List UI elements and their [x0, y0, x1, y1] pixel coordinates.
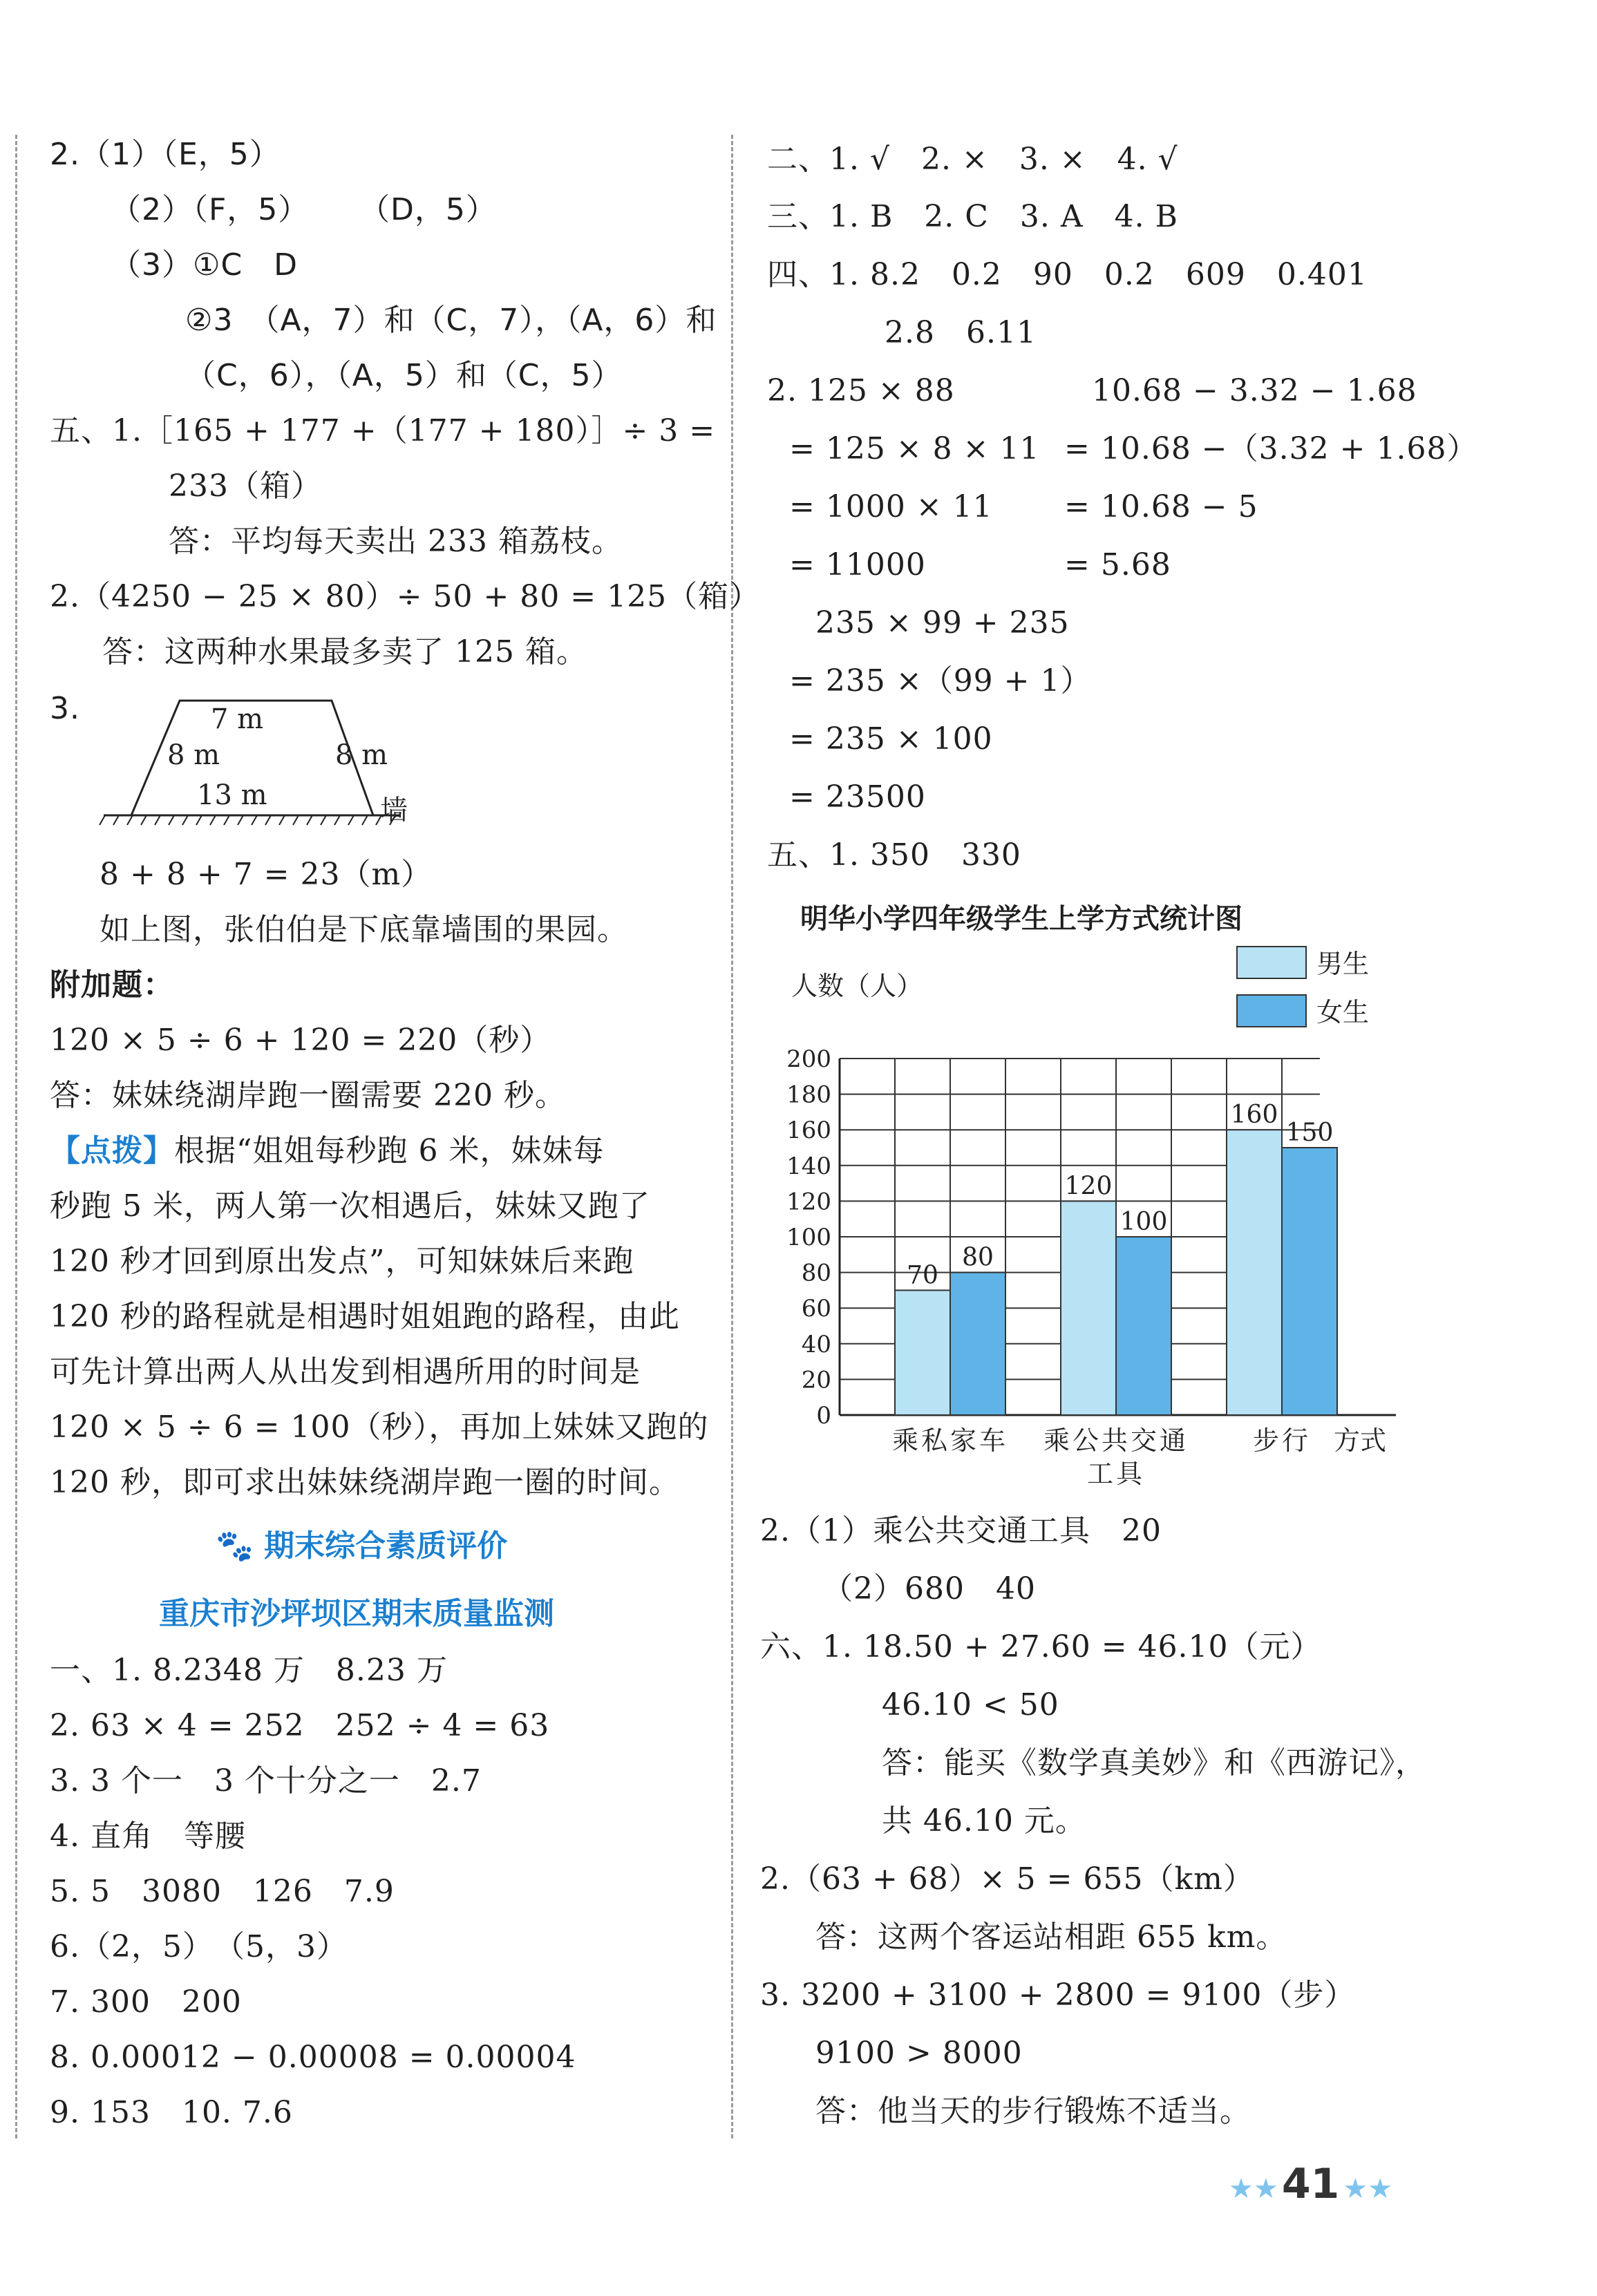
right-r3b: 2.8 6.11	[885, 315, 1037, 350]
left-q2-3c: （C，6），（A，5）和（C，5）	[185, 358, 623, 393]
trap-wall-label: 墙	[380, 795, 408, 826]
star-icon: ★	[1253, 2173, 1278, 2205]
hint-line-3: 120 秒才回到原出发点”，可知妹妹后来跑	[50, 1244, 634, 1279]
bar-data-label: 80	[962, 1243, 994, 1272]
y-tick-label: 80	[801, 1259, 831, 1287]
star-icon: ★	[1343, 2173, 1368, 2205]
calc2-line-2: = 10.68 −（3.32 + 1.68）	[1064, 431, 1478, 466]
left-s5-3b: 如上图，张伯伯是下底靠墙围的果园。	[100, 912, 628, 947]
bar-girls	[1282, 1148, 1337, 1415]
bar-data-label: 120	[1064, 1172, 1113, 1201]
trapezoid-diagram	[97, 691, 456, 850]
calc1-line-3: = 1000 × 11	[789, 489, 993, 524]
hint-line-7: 120 秒，即可求出妹妹绕湖岸跑一圈的时间。	[50, 1465, 680, 1500]
calc3-line-3: = 235 × 100	[789, 721, 993, 757]
hint-text-1: 根据“姐姐每秒跑 6 米，妹妹每	[174, 1133, 605, 1168]
extra-title: 附加题：	[50, 967, 174, 1003]
left-q2-2b: （D，5）	[359, 192, 497, 227]
legend-label-boys: 男生	[1316, 949, 1370, 979]
extra-1: 120 × 5 ÷ 6 + 120 = 220（秒）	[50, 1023, 551, 1058]
calc3-line-1: 235 × 99 + 235	[815, 605, 1070, 641]
bar-data-label: 100	[1119, 1208, 1168, 1236]
calc2-line-4: = 5.68	[1064, 547, 1171, 582]
extra-2: 答：妹妹绕湖岸跑一圈需要 220 秒。	[50, 1078, 566, 1113]
left-s5-3a: 8 + 8 + 7 = 23（m）	[100, 857, 433, 892]
column-divider	[731, 135, 733, 2138]
right-q6-3a: 3. 3200 + 3100 + 2800 = 9100（步）	[760, 1977, 1356, 2013]
left-s5-1c: 答：平均每天卖出 233 箱荔枝。	[169, 524, 623, 559]
legend-swatch-boys	[1237, 947, 1306, 978]
calc2-line-1: 10.68 − 3.32 − 1.68	[1092, 373, 1417, 408]
right-r1: 二、1. √ 2. × 3. × 4. √	[767, 142, 1178, 177]
right-q6-2a: 2.（63 + 68）× 5 = 655（km）	[760, 1861, 1254, 1897]
bar-boys	[1227, 1130, 1282, 1415]
chart-title: 明华小学四年级学生上学方式统计图	[800, 903, 1242, 935]
right-r3a: 四、1. 8.2 0.2 90 0.2 609 0.401	[767, 257, 1368, 292]
x-axis-label: 方式	[1334, 1425, 1387, 1456]
hint-line-4: 120 秒的路程就是相遇时姐姐跑的路程，由此	[50, 1299, 680, 1334]
left-s5-2a: 2.（4250 − 25 × 80）÷ 50 + 80 = 125（箱）	[50, 579, 761, 614]
left-s5-1a: 五、1.［165 + 177 +（177 + 180）］÷ 3 =	[50, 413, 716, 448]
left-margin-line	[15, 135, 17, 2138]
answer-5: 5. 5 3080 126 7.9	[50, 1874, 395, 1909]
answer-3: 3. 3 个一 3 个十分之一 2.7	[50, 1763, 482, 1799]
right-q6-1d: 共 46.10 元。	[882, 1803, 1086, 1839]
paw-icon: 🐾	[216, 1528, 265, 1564]
sub-title: 重庆市沙坪坝区期末质量监测	[159, 1596, 554, 1631]
right-q6-3b: 9100 > 8000	[815, 2036, 1023, 2071]
bar-boys	[895, 1290, 950, 1415]
bar-boys	[1061, 1201, 1116, 1415]
trap-left-label: 8 m	[167, 739, 220, 771]
answer-7: 7. 300 200	[50, 1984, 242, 2020]
hint-label: 【点拨】	[50, 1133, 174, 1168]
calc1-line-2: = 125 × 8 × 11	[789, 431, 1040, 466]
x-category-label-line2: 工具	[1086, 1459, 1146, 1489]
right-q6-1a: 六、1. 18.50 + 27.60 = 46.10（元）	[760, 1629, 1322, 1664]
calc2-line-3: = 10.68 − 5	[1064, 489, 1258, 524]
right-q6-2b: 答：这两个客运站相距 655 km。	[815, 1919, 1287, 1955]
star-icon: ★	[1368, 2173, 1393, 2205]
x-category-label: 乘私家车	[891, 1425, 1009, 1456]
y-tick-label: 140	[786, 1152, 831, 1180]
left-q2-1: 2.（1）（E，5）	[50, 137, 281, 172]
answer-6: 6.（2，5） （5，3）	[50, 1929, 348, 1964]
y-tick-label: 0	[816, 1402, 831, 1430]
left-q2-3: （3）①C D	[111, 247, 299, 283]
page-number-group	[1229, 2160, 1392, 2208]
answer-2: 2. 63 × 4 = 252 252 ÷ 4 = 63	[50, 1708, 550, 1743]
right-r2: 三、1. B 2. C 3. A 4. B	[767, 199, 1178, 234]
right-q6-1b: 46.10 < 50	[882, 1687, 1059, 1723]
right-q2a: 2.（1）乘公共交通工具 20	[760, 1513, 1162, 1548]
bar-data-label: 160	[1230, 1101, 1278, 1130]
hint-line-1	[50, 1133, 604, 1169]
calc1-line-1: 2. 125 × 88	[767, 373, 955, 408]
answer-1: 一、1. 8.2348 万 8.23 万	[50, 1653, 448, 1688]
answer-8: 8. 0.00012 − 0.00008 = 0.00004	[50, 2040, 576, 2075]
bar-data-label: 150	[1285, 1119, 1334, 1147]
left-q2-2a: （2）（F，5）	[111, 192, 310, 227]
page-number: 41	[1281, 2160, 1340, 2208]
bar-chart	[767, 926, 1403, 1492]
left-s5-1b: 233（箱）	[169, 468, 322, 504]
calc1-line-4: = 11000	[789, 547, 926, 582]
y-tick-label: 60	[801, 1295, 831, 1323]
hint-line-5: 可先计算出两人从出发到相遇所用的时间是	[50, 1354, 641, 1389]
right-q6-1c: 答：能买《数学真美妙》和《西游记》，	[882, 1745, 1426, 1781]
hint-line-6: 120 × 5 ÷ 6 = 100（秒），再加上妹妹又跑的	[50, 1410, 709, 1445]
bar-girls	[950, 1273, 1005, 1415]
right-r5-1: 五、1. 350 330	[767, 837, 1021, 873]
right-q2b: （2）680 40	[822, 1571, 1036, 1606]
calc3-line-2: = 235 ×（99 + 1）	[789, 663, 1092, 699]
left-s5-2b: 答：这两种水果最多卖了 125 箱。	[102, 634, 587, 670]
left-s5-3: 3.	[50, 691, 80, 726]
section-title: 🐾 期末综合素质评价	[216, 1528, 508, 1564]
x-category-label: 乘公共交通	[1043, 1425, 1189, 1456]
left-q2-3b: ②3 （A，7）和（C，7），（A，6）和	[185, 303, 717, 338]
y-tick-label: 40	[801, 1330, 831, 1358]
y-tick-label: 100	[786, 1224, 831, 1251]
trap-right-label: 8 m	[335, 739, 388, 771]
legend-swatch-girls	[1237, 995, 1306, 1027]
y-tick-label: 20	[801, 1366, 831, 1394]
answer-9: 9. 153 10. 7.6	[50, 2095, 293, 2130]
legend-label-girls: 女生	[1316, 997, 1370, 1027]
answer-4: 4. 直角 等腰	[50, 1819, 246, 1854]
right-q6-3c: 答：他当天的步行锻炼不适当。	[815, 2094, 1251, 2129]
star-icon: ★	[1229, 2173, 1254, 2205]
bar-data-label: 70	[907, 1261, 938, 1290]
y-tick-label: 180	[786, 1081, 831, 1109]
y-tick-label: 200	[786, 1045, 831, 1073]
bar-girls	[1116, 1237, 1171, 1415]
y-tick-label: 160	[786, 1117, 831, 1145]
trap-top-label: 7 m	[211, 703, 264, 735]
y-axis-label: 人数（人）	[791, 971, 923, 1001]
x-category-label: 步行	[1252, 1425, 1312, 1456]
hint-line-2: 秒跑 5 米，两人第一次相遇后，妹妹又跑了	[50, 1188, 650, 1224]
trap-bottom-label: 13 m	[197, 779, 267, 811]
calc3-line-4: = 23500	[789, 779, 926, 815]
y-tick-label: 120	[786, 1188, 831, 1216]
